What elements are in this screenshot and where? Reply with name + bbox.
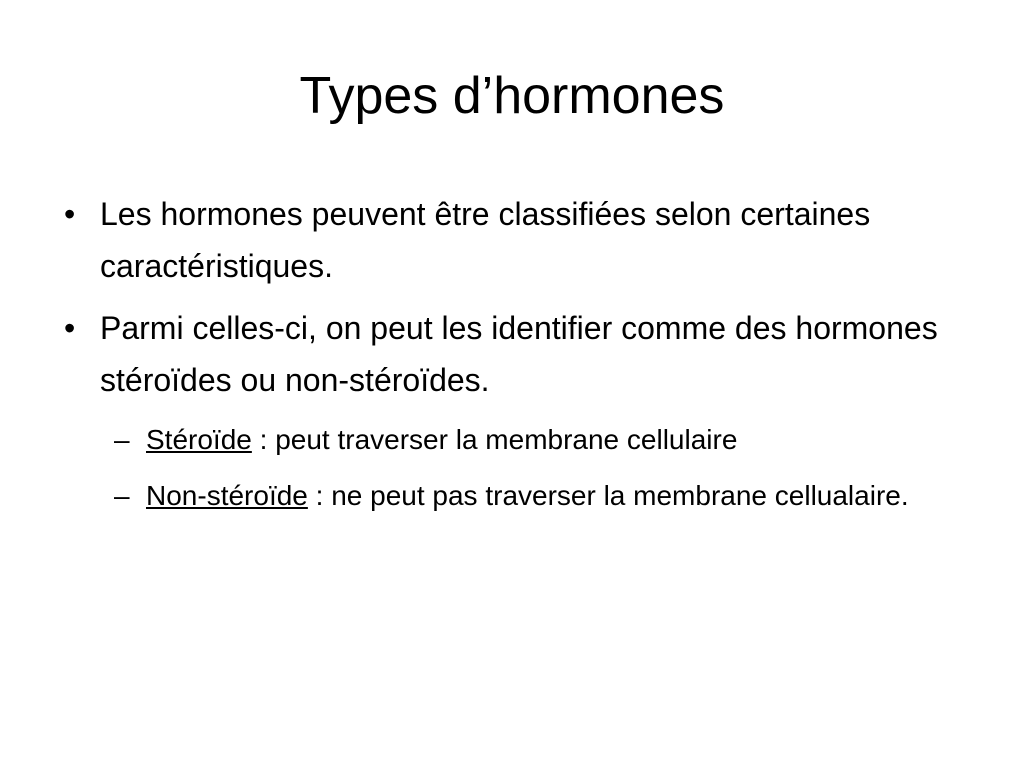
sub-bullet-text: : ne peut pas traverser la membrane cellualaire. bbox=[307, 480, 909, 511]
bullet-item bbox=[58, 302, 978, 406]
term-non-steroide: Non-stéroïde bbox=[146, 480, 308, 511]
bullet-marker: • bbox=[64, 310, 76, 346]
bullet-item bbox=[58, 188, 978, 292]
bullet-marker: • bbox=[64, 196, 76, 232]
bullet-text: Parmi celles-ci, on peut les identifier comme des hormones stéroïdes ou non-stéroïdes. bbox=[100, 310, 938, 398]
sub-bullet-marker: – bbox=[114, 424, 130, 455]
slide-title: Types d’hormones bbox=[299, 67, 725, 125]
sub-bullet-item bbox=[58, 472, 978, 520]
sub-bullet-item bbox=[58, 416, 978, 464]
term-steroide: Stéroïde bbox=[146, 424, 252, 455]
bullet-text: Les hormones peuvent être classifiées selon certaines caractéristiques. bbox=[100, 196, 871, 284]
slide-body bbox=[58, 188, 978, 528]
sub-bullet-text: : peut traverser la membrane cellulaire bbox=[251, 424, 738, 455]
sub-bullet-marker: – bbox=[114, 480, 130, 511]
